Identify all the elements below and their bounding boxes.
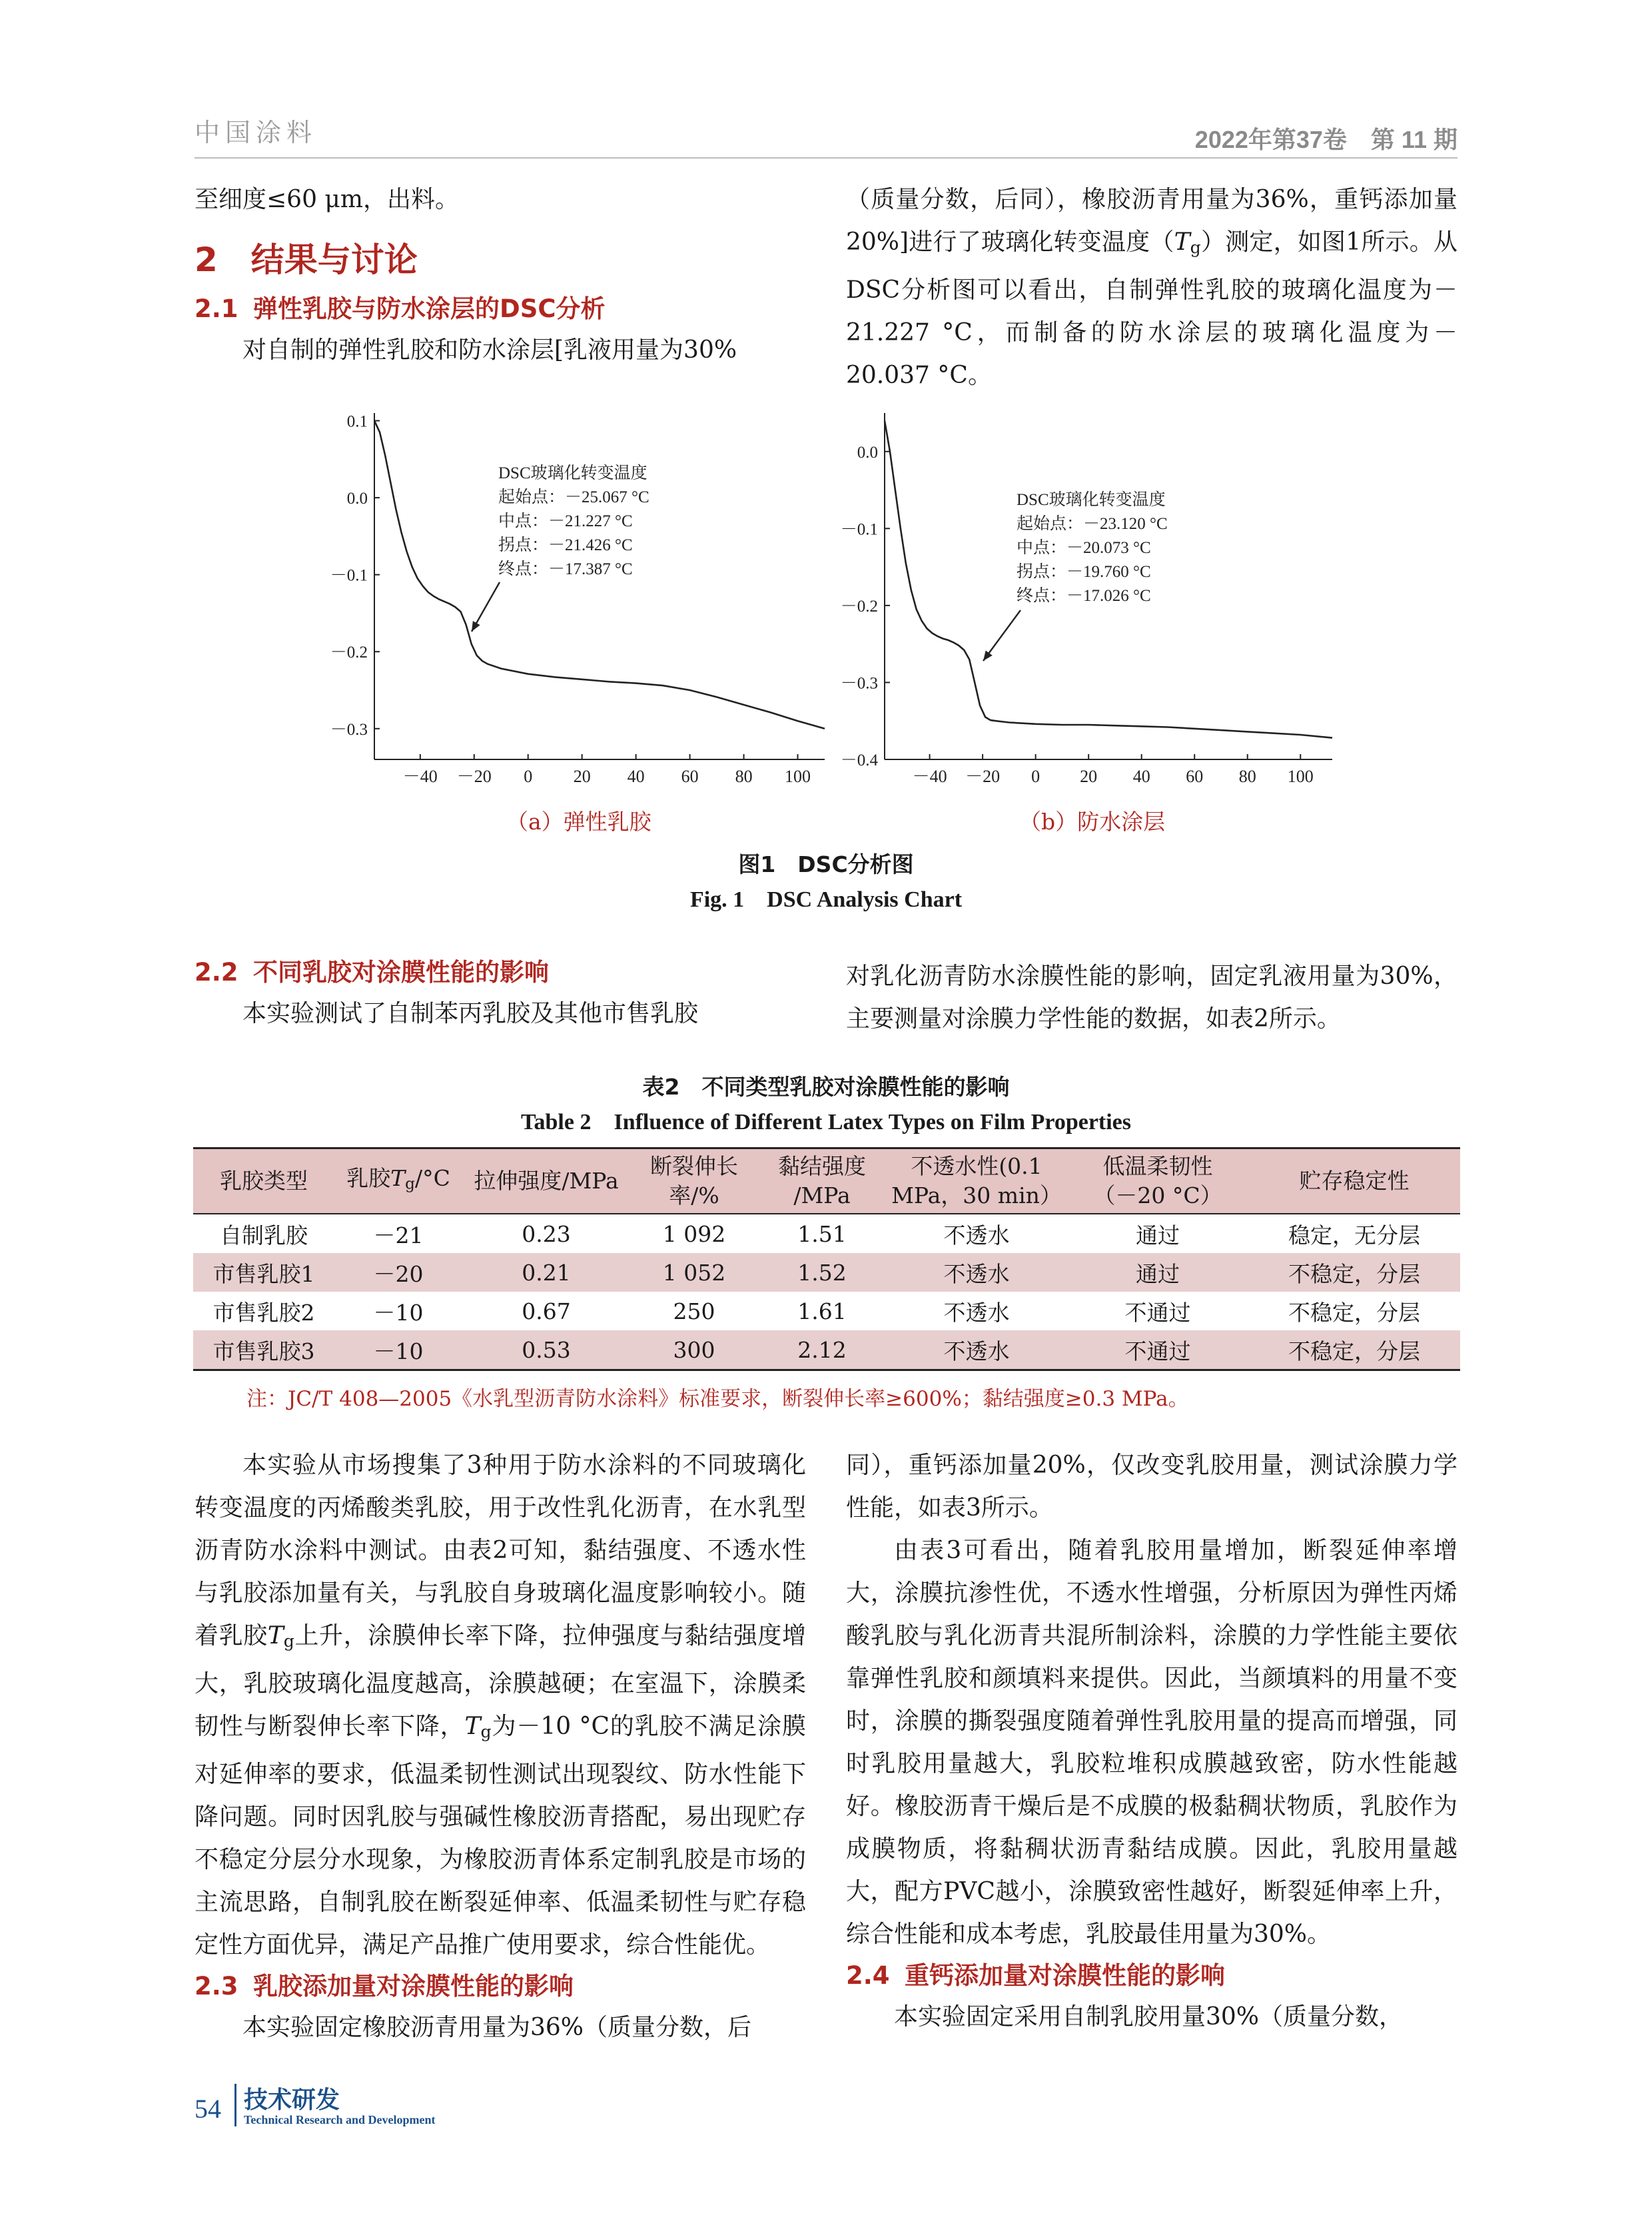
- table-cell: 1.52: [758, 1253, 886, 1292]
- table-cell: 通过: [1067, 1253, 1248, 1292]
- table-header-cell: [334, 1148, 462, 1214]
- table-cell: －10: [373, 1299, 424, 1326]
- tg-subscript: g: [283, 1631, 294, 1651]
- table-cell: 不通过: [1124, 1299, 1191, 1326]
- header-line: 乳胶类型: [220, 1168, 308, 1194]
- annotation-text: 起始点：－25.067 °C: [498, 488, 649, 506]
- annotation-text: 终点：－17.387 °C: [498, 560, 633, 578]
- header-line: /MPa: [793, 1182, 851, 1208]
- annotation-text: 起始点：－23.120 °C: [1017, 515, 1168, 533]
- figure-caption-b: （b）防水涂层: [1019, 809, 1166, 835]
- x-tick-label: 100: [1287, 767, 1314, 786]
- tg-subscript: g: [1190, 238, 1201, 258]
- footer-divider: [234, 2084, 236, 2126]
- y-tick-label: 0.0: [857, 443, 878, 462]
- table-title-en: Table 2 Influence of Different Latex Types on Film Properties: [520, 1110, 1132, 1134]
- table-cell: 300: [630, 1330, 758, 1370]
- header-line: 断裂伸长: [650, 1153, 738, 1179]
- paragraph: 本实验固定橡胶沥青用量为36%（质量分数，后: [242, 2014, 752, 2042]
- y-tick-label: －0.1: [330, 566, 368, 585]
- paragraph: 对乳化沥青防水涂膜性能的影响，固定乳液用量为30%，主要测量对涂膜力学性能的数据，如表2所示。: [846, 963, 1457, 1033]
- x-tick-label: －40: [912, 767, 947, 786]
- header-rule: [195, 157, 1457, 159]
- table-header-row: [193, 1148, 1460, 1214]
- y-tick-label: －0.2: [840, 597, 878, 616]
- paragraph: 对自制的弹性乳胶和防水涂层[乳液用量为30%: [242, 336, 737, 364]
- text-run: ）测定，如图1所示。从DSC分析图可以看出，自制弹性乳胶的玻璃化温度为－21.227 °C，而制备的防水涂层的玻璃化温度为－20.037 °C。: [846, 228, 1458, 390]
- table-cell: 不稳定，分层: [1248, 1253, 1460, 1292]
- table-cell: 市售乳胶2: [212, 1299, 315, 1326]
- subsection-number: 2.2: [195, 958, 238, 987]
- x-tick-label: 100: [785, 767, 811, 786]
- table-cell: 市售乳胶3: [193, 1330, 334, 1370]
- text-run: （质量分数，后同），橡胶沥青用量为36%，重钙添加量20%]进行了玻璃化转变温度（: [846, 186, 1457, 256]
- table-header-cell: [886, 1148, 1067, 1214]
- table-cell: 不稳定，分层: [1248, 1330, 1460, 1370]
- paragraph: 由表3可看出，随着乳胶用量增加，断裂延伸率增大，涂膜抗渗性优，不透水性增强，分析原因为弹性丙烯酸乳胶与乳化沥青共混所制涂料，涂膜的力学性能主要依靠弹性乳胶和颜填料来提供。因此，当颜填料的用量不变时，涂膜的撕裂强度随着弹性乳胶用量的提高而增强，同时乳胶用量越大，乳胶粒堆积成膜越致密，防水性能越好。橡胶沥青干燥后是不成膜的极黏稠状物质，乳胶作为成膜物质，将黏稠状沥青黏结成膜。因此，乳胶用量越大，配方PVC越小，涂膜致密性越好，断裂延伸率上升，综合性能和成本考虑，乳胶最佳用量为30%。: [846, 1537, 1457, 1948]
- column-left-mid: [195, 953, 806, 1035]
- table-header-cell: [1248, 1148, 1460, 1214]
- journal-name: 中国涂料: [195, 118, 318, 147]
- table-cell: 2.12: [758, 1330, 886, 1370]
- annotation-text: 中点：－21.227 °C: [498, 512, 633, 530]
- table-header-cell: [758, 1148, 886, 1214]
- y-tick-label: －0.4: [840, 751, 878, 769]
- annotation-text: 拐点：－19.760 °C: [1017, 563, 1151, 581]
- subsection-number: 2.4: [846, 1961, 890, 1990]
- table-cell: 0.67: [522, 1298, 571, 1324]
- page-number: 54: [195, 2094, 221, 2124]
- text-run: 为－10 °C的乳胶不满足涂膜对延伸率的要求，低温柔韧性测试出现裂纹、防水性能下降问题。同时因乳胶与强碱性橡胶沥青搭配，易出现贮存不稳定分层分水现象，为橡胶沥青体系定制乳胶是市场的主流思路，自制乳胶在断裂延伸率、低温柔韧性与贮存稳定性方面优异，满足产品推广使用要求，综合性能优。: [195, 1713, 806, 1959]
- subsection-heading: [195, 953, 806, 993]
- tg-symbol: T: [267, 1622, 284, 1649]
- annotation-text: 拐点：－21.426 °C: [498, 536, 633, 554]
- text-run: 本实验从市场搜集了3种用于防水涂料的不同玻璃化转变温度的丙烯酸类乳胶，用于改性乳化沥青，在水乳型沥青防水涂料中测试。由表2可知，黏结强度、不透水性与乳胶添加量有关，与乳胶自身玻璃化温度影响较小。随着乳胶: [195, 1452, 806, 1649]
- table-row: [193, 1330, 1460, 1370]
- table-cell: 市售乳胶1: [193, 1253, 334, 1292]
- table-note: 注：JC/T 408—2005《水乳型沥青防水涂料》标准要求，断裂伸长率≥600%；黏结强度≥0.3 MPa。: [246, 1387, 1189, 1411]
- header-line: 乳胶: [346, 1164, 391, 1191]
- table-cell: 不通过: [1067, 1330, 1248, 1370]
- x-tick-label: －40: [402, 767, 438, 786]
- header-line: 贮存稳定性: [1299, 1168, 1410, 1194]
- header-line: 低温柔韧性: [1102, 1153, 1213, 1179]
- table-cell: 1 092: [662, 1220, 726, 1247]
- subsection-title: 乳胶添加量对涂膜性能的影响: [253, 1972, 574, 2001]
- table-row: [193, 1292, 1460, 1330]
- annotation-text: 中点：－20.073 °C: [1017, 539, 1151, 557]
- subsection-number: 2.1: [195, 294, 238, 323]
- column-right-top: [846, 179, 1457, 397]
- table-cell: 1.61: [797, 1298, 847, 1324]
- y-tick-label: －0.1: [840, 520, 878, 539]
- tg-subscript: g: [480, 1722, 492, 1742]
- dsc-chart-b: [821, 400, 1354, 793]
- subsection-heading: [195, 1967, 806, 2006]
- annotation-arrowhead: [983, 650, 993, 661]
- figure-title-cn: 图1 DSC分析图: [738, 851, 914, 877]
- table-cell: 0.23: [522, 1220, 571, 1247]
- y-tick-label: －0.3: [840, 674, 878, 693]
- x-tick-label: 40: [1132, 767, 1150, 786]
- dsc-chart-a: [313, 400, 859, 793]
- table-cell: 稳定，无分层: [1288, 1222, 1420, 1248]
- subsection-title: 重钙添加量对涂膜性能的影响: [905, 1961, 1225, 1990]
- footer-section-en: Technical Research and Development: [244, 2113, 436, 2126]
- subsection-heading: [846, 1956, 1457, 1996]
- table-header-cell: [193, 1148, 334, 1214]
- figure-title-en: Fig. 1 DSC Analysis Chart: [689, 887, 963, 912]
- x-tick-label: 20: [573, 767, 591, 786]
- header-line: 黏结强度: [778, 1153, 866, 1179]
- table-cell: 1.51: [797, 1220, 847, 1247]
- x-tick-label: 40: [627, 767, 645, 786]
- x-tick-label: 0: [1031, 767, 1040, 786]
- paragraph: 本实验测试了自制苯丙乳胶及其他市售乳胶: [242, 1000, 699, 1027]
- section-heading: 2 结果与讨论: [195, 240, 418, 279]
- table-cell: 250: [673, 1298, 715, 1324]
- header-line: 率/%: [669, 1182, 719, 1208]
- issue-info: 2022年第37卷 第 11 期: [1194, 126, 1457, 153]
- subsection-number: 2.3: [195, 1972, 238, 2001]
- y-tick-label: 0.1: [346, 412, 368, 431]
- x-tick-label: 80: [1238, 767, 1256, 786]
- paragraph: 同），重钙添加量20%，仅改变乳胶用量，测试涂膜力学性能，如表3所示。: [846, 1452, 1457, 1522]
- subsection-title: 弹性乳胶与防水涂层的DSC分析: [253, 294, 606, 323]
- latex-properties-table: [193, 1147, 1460, 1371]
- header-line: /°C: [414, 1164, 450, 1191]
- table-cell: 不透水: [943, 1299, 1010, 1326]
- text-run: 上升，涂膜伸长率下降，拉伸强度与黏结强度增大，乳胶玻璃化温度越高，涂膜越硬；在室温下，涂膜柔韧性与断裂伸长率下降，: [195, 1622, 806, 1741]
- tg-symbol: T: [464, 1713, 481, 1741]
- y-tick-label: －0.3: [330, 720, 368, 739]
- y-tick-label: －0.2: [330, 644, 368, 662]
- table-cell: －20: [334, 1253, 462, 1292]
- paragraph: 至细度≤60 μm，出料。: [195, 186, 459, 213]
- column-right-mid: [846, 955, 1457, 1041]
- header-line: 不透水性(0.1: [911, 1153, 1042, 1179]
- x-tick-label: 80: [735, 767, 753, 786]
- table-cell: 0.21: [462, 1253, 630, 1292]
- tg-symbol: T: [390, 1164, 406, 1191]
- table-cell: 不透水: [886, 1253, 1067, 1292]
- table-header-cell: [462, 1148, 630, 1214]
- tg-symbol: T: [1174, 228, 1190, 256]
- x-tick-label: 20: [1080, 767, 1098, 786]
- annotation-text: DSC玻璃化转变温度: [1017, 491, 1166, 509]
- x-tick-label: －20: [965, 767, 1001, 786]
- figure-caption-a: （a）弹性乳胶: [506, 809, 651, 835]
- table-header-cell: [630, 1148, 758, 1214]
- column-left-top: [195, 179, 806, 372]
- paragraph: [846, 179, 1457, 397]
- tg-subscript: g: [405, 1175, 415, 1193]
- subsection-heading: [195, 289, 806, 329]
- footer-section-cn: 技术研发: [244, 2086, 340, 2114]
- header-line: MPa，30 min）: [891, 1182, 1062, 1208]
- y-tick-label: 0.0: [346, 490, 368, 508]
- x-tick-label: 60: [681, 767, 699, 786]
- paragraph: 本实验固定采用自制乳胶用量30%（质量分数，: [894, 2003, 1404, 2030]
- column-left-bottom: [195, 1444, 806, 2049]
- table-cell: 不透水: [943, 1222, 1010, 1248]
- table-cell: 1 052: [630, 1253, 758, 1292]
- table-cell: 自制乳胶: [220, 1222, 308, 1248]
- table-cell: －10: [334, 1330, 462, 1370]
- header-line: 拉伸强度/MPa: [474, 1168, 619, 1194]
- header-line: （－20 °C）: [1093, 1182, 1222, 1208]
- table-cell: 不透水: [886, 1330, 1067, 1370]
- column-right-bottom: [846, 1444, 1457, 2038]
- table-row: [193, 1214, 1460, 1253]
- table-cell: 通过: [1136, 1222, 1180, 1248]
- table-cell: －21: [373, 1222, 424, 1248]
- table-cell: 不稳定，分层: [1288, 1299, 1420, 1326]
- paragraph: [195, 1444, 806, 1967]
- annotation-text: DSC玻璃化转变温度: [498, 464, 647, 482]
- x-tick-label: 0: [524, 767, 533, 786]
- table-row: [193, 1253, 1460, 1292]
- table-cell: 0.53: [462, 1330, 630, 1370]
- table-title-cn: 表2 不同类型乳胶对涂膜性能的影响: [642, 1074, 1010, 1100]
- table-header-cell: [1067, 1148, 1248, 1214]
- subsection-title: 不同乳胶对涂膜性能的影响: [253, 958, 549, 987]
- x-tick-label: 60: [1186, 767, 1204, 786]
- annotation-text: 终点：－17.026 °C: [1017, 587, 1151, 605]
- x-tick-label: －20: [456, 767, 492, 786]
